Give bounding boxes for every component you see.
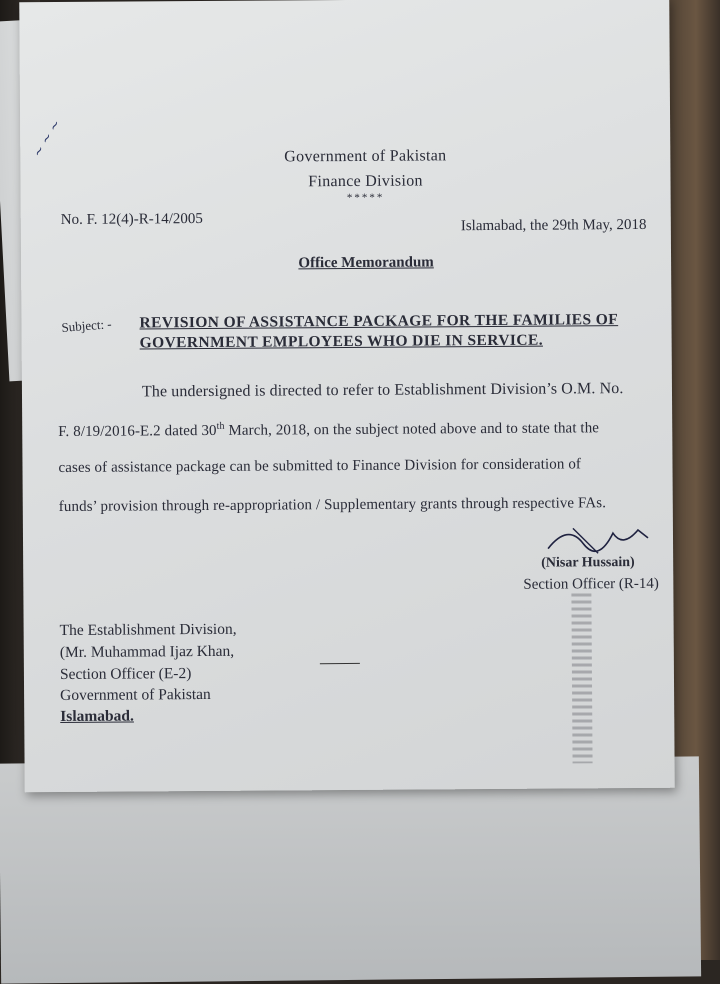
stars-divider: ***** <box>346 191 385 204</box>
body-line-2-sup: th <box>216 420 225 432</box>
addressee-line-1: The Establishment Division, <box>59 620 237 640</box>
addressee-line-3: Section Officer (E-2) <box>59 665 192 684</box>
stamp-smear <box>571 593 592 763</box>
addressee-line-5: Islamabad. <box>60 707 134 726</box>
subject-label: Subject: - <box>60 316 113 335</box>
reference-number: No. F. 12(4)-R-14/2005 <box>60 211 203 228</box>
body-line-3: cases of assistance package can be submitted to Finance Division for consideration of <box>58 456 582 477</box>
signature-scribble <box>543 518 653 559</box>
addressee-line-4: Government of Pakistan <box>60 685 211 705</box>
handwritten-annotation: ~ ~ ~ <box>30 117 65 161</box>
memo-title: Office Memorandum <box>298 254 434 272</box>
body-line-2b: March, 2018, on the subject noted above and to state that the <box>224 420 600 439</box>
addressee-line-2: (Mr. Muhammad Ijaz Khan, <box>59 642 235 662</box>
subject-text: REVISION OF ASSISTANCE PACKAGE FOR THE FAMILIES OF GOVERNMENT EMPLOYEES WHO DIE IN SERVICE. <box>139 311 619 352</box>
org-name: Government of Pakistan <box>284 147 447 166</box>
place-date: Islamabad, the 29th May, 2018 <box>460 216 647 235</box>
body-line-2 <box>58 418 599 441</box>
memo-paper <box>19 0 674 792</box>
body-line-2a: F. 8/19/2016-E.2 dated 30 <box>58 422 217 441</box>
body-line-4: funds’ provision through re-appropriation / Supplementary grants through respective FAs. <box>58 495 607 516</box>
body-line-1: The undersigned is directed to refer to Establishment Division’s O.M. No. <box>141 380 624 401</box>
division-name: Finance Division <box>308 172 423 191</box>
signatory-designation: Section Officer (R-14) <box>523 575 659 593</box>
signatory-name: (Nisar Hussain) <box>541 554 635 571</box>
pen-mark <box>320 663 360 664</box>
